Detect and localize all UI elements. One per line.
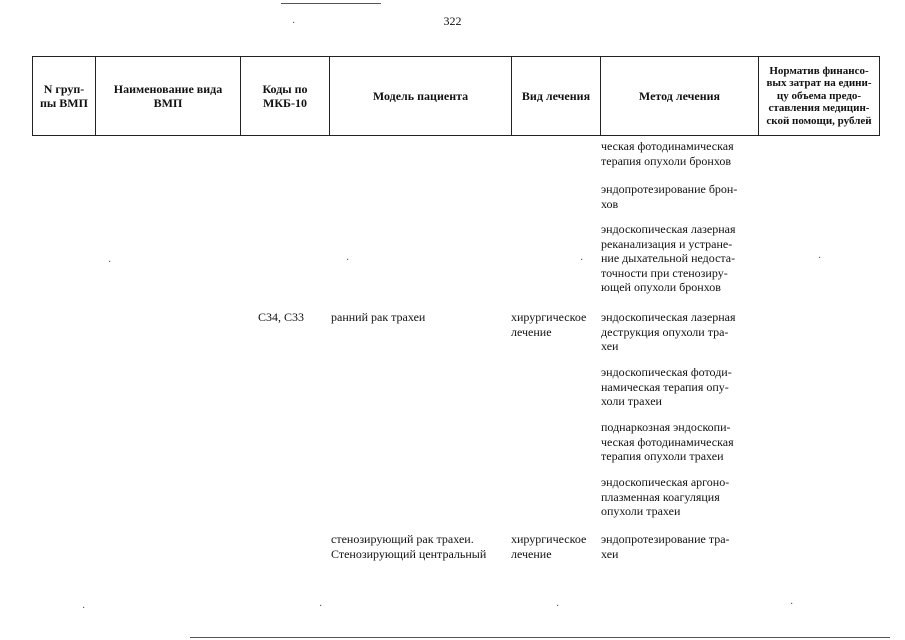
method-cell-5: эндоскопическая фотоди- намическая терапия опу- холи трахеи xyxy=(601,365,732,408)
header-name: Наименование вида ВМП xyxy=(96,57,241,136)
method-cell-3: эндоскопическая лазерная реканализация и устране- ние дыхательной недоста- точности при стенозиру- ющей опухоли бронхов xyxy=(601,222,736,294)
top-rule xyxy=(281,3,381,4)
treatment-type-cell-1: хирургическое лечение xyxy=(511,310,587,339)
header-codes: Коды по МКБ-10 xyxy=(241,57,330,136)
scan-speck: · xyxy=(790,599,794,610)
scan-speck: · xyxy=(818,253,822,264)
scan-speck: · xyxy=(292,18,296,29)
treatment-type-cell-2: хирургическое лечение xyxy=(511,532,587,561)
header-method: Метод лечения xyxy=(601,57,759,136)
header-norm: Норматив финансо- вых затрат на едини- цу объема предо- ставления медицин- ской помощи, рублей xyxy=(759,57,880,136)
method-cell-7: эндоскопическая аргоно- плазменная коагуляция опухоли трахеи xyxy=(601,475,730,518)
model-cell-stenosing: стенозирующий рак трахеи. Стенозирующий центральный xyxy=(331,532,487,561)
header-model: Модель пациента xyxy=(330,57,512,136)
page-number: 322 xyxy=(443,14,462,28)
scan-speck: · xyxy=(346,255,350,266)
method-cell-1: ческая фотодинамическая терапия опухоли бронхов xyxy=(601,139,734,168)
method-cell-4: эндоскопическая лазерная деструкция опухоли тра- хеи xyxy=(601,310,736,353)
method-cell-2: эндопротезирование брон- хов xyxy=(601,182,738,211)
method-cell-8: эндопротезирование тра- хеи xyxy=(601,532,730,561)
codes-cell: C34, C33 xyxy=(258,310,305,324)
bottom-rule xyxy=(190,637,890,638)
table-header xyxy=(32,56,880,136)
header-group: N груп- пы ВМП xyxy=(33,57,96,136)
scan-speck: · xyxy=(82,603,86,614)
method-cell-6: поднаркозная эндоскопи- ческая фотодинамическая терапия опухоли трахеи xyxy=(601,420,734,463)
model-cell-early: ранний рак трахеи xyxy=(331,310,426,324)
scan-speck: · xyxy=(108,257,112,268)
scan-speck: · xyxy=(319,601,323,612)
scan-speck: · xyxy=(556,601,560,612)
header-treatment-type: Вид лечения xyxy=(512,57,601,136)
scan-speck: · xyxy=(580,255,584,266)
